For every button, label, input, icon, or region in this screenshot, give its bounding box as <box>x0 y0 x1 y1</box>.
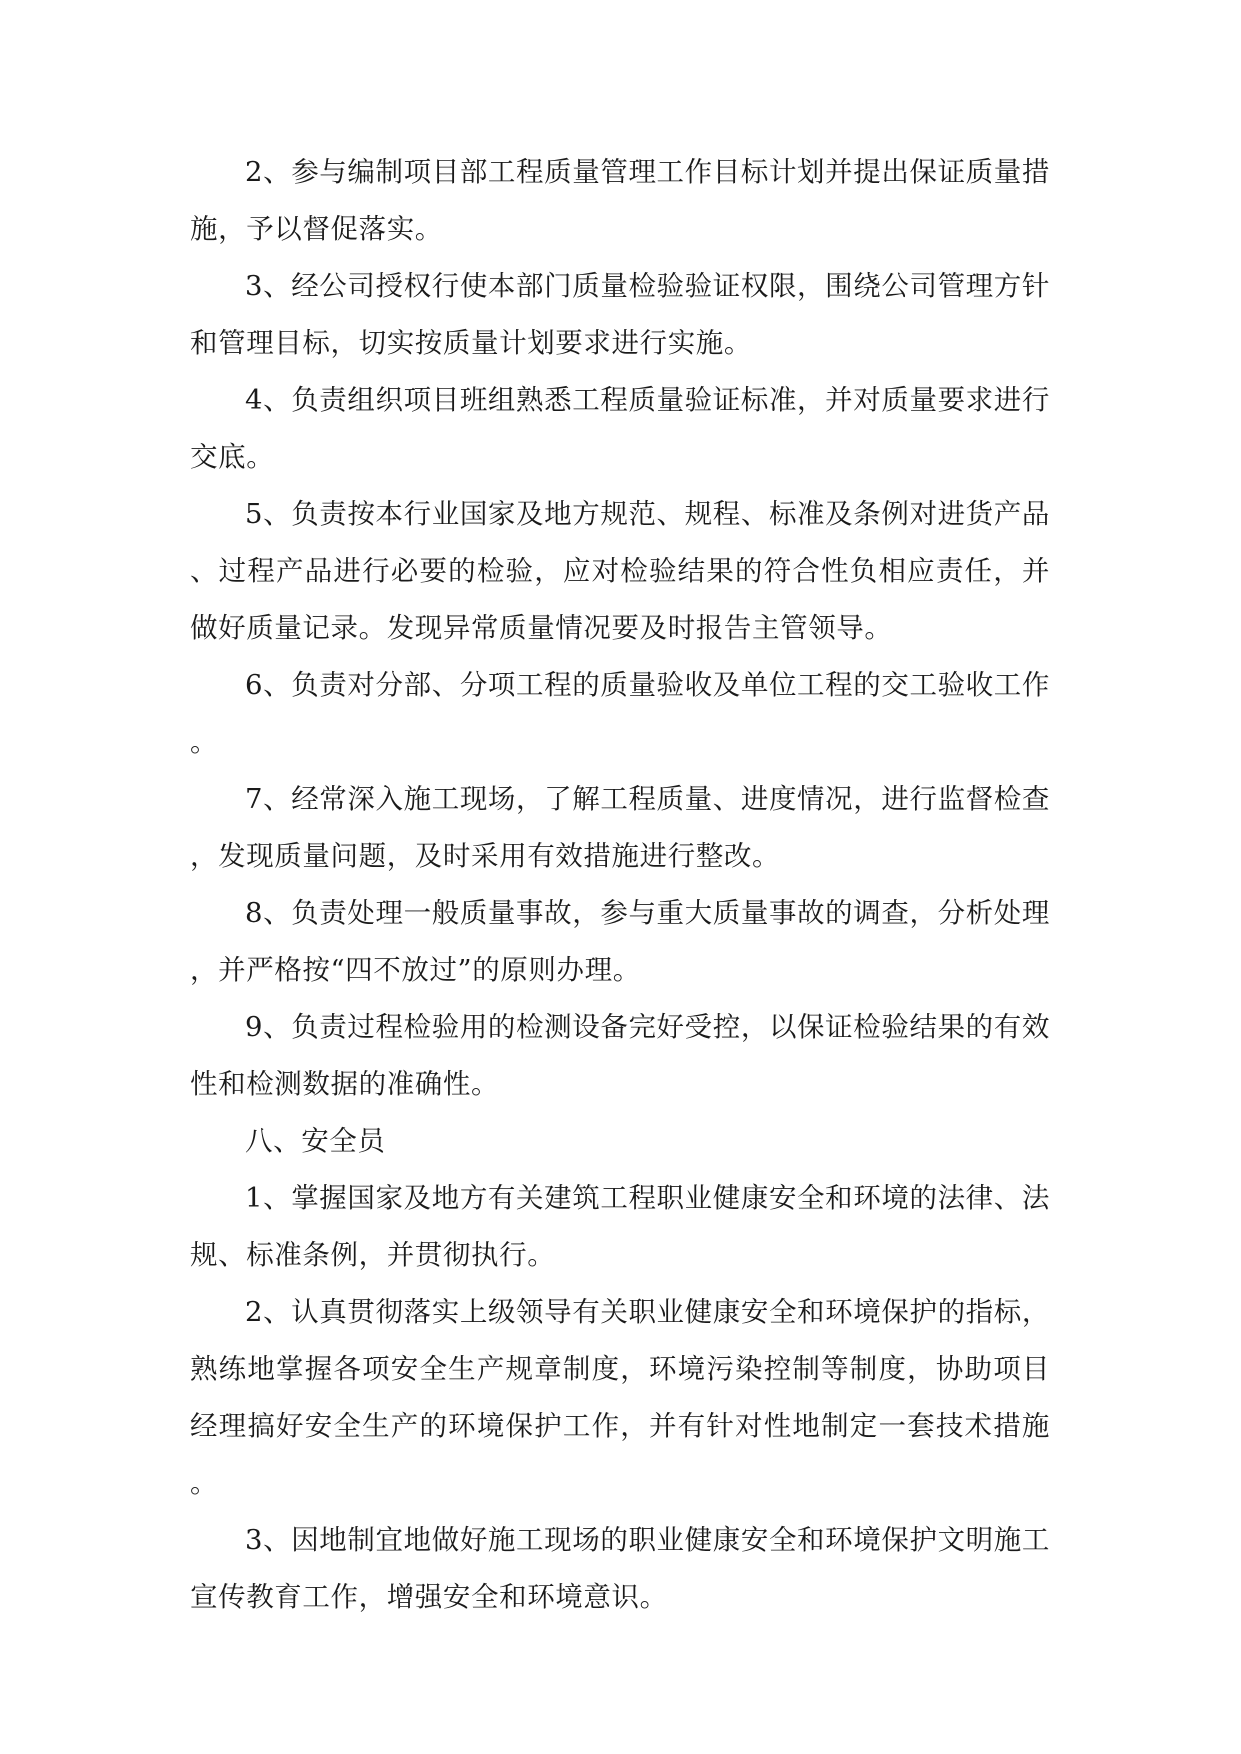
paragraph-item-7: 7、经常深入施工现场，了解工程质量、进度情况，进行监督检查，发现质量问题，及时采用有效措施进行整改。 <box>190 783 1050 872</box>
paragraph-item-6: 6、负责对分部、分项工程的质量验收及单位工程的交工验收工作。 <box>190 669 1050 758</box>
section-heading-safety-officer: 八、安全员 <box>245 1125 386 1157</box>
paragraph-item-8: 8、负责处理一般质量事故，参与重大质量事故的调查，分析处理，并严格按“四不放过”的原则办理。 <box>190 897 1050 986</box>
safety-item-2: 2、认真贯彻落实上级领导有关职业健康安全和环境保护的指标，熟练地掌握各项安全生产规章制度，环境污染控制等制度，协助项目经理搞好安全生产的环境保护工作，并有针对性地制定一套技术措施。 <box>190 1296 1050 1499</box>
paragraph-item-2: 2、参与编制项目部工程质量管理工作目标计划并提出保证质量措施，予以督促落实。 <box>190 156 1050 245</box>
safety-item-1: 1、掌握国家及地方有关建筑工程职业健康安全和环境的法律、法规、标准条例，并贯彻执行。 <box>190 1182 1050 1271</box>
document-body <box>190 144 1050 1626</box>
paragraph-item-9: 9、负责过程检验用的检测设备完好受控，以保证检验结果的有效性和检测数据的准确性。 <box>190 1011 1050 1100</box>
paragraph-item-4: 4、负责组织项目班组熟悉工程质量验证标准，并对质量要求进行交底。 <box>190 384 1050 473</box>
paragraph-item-3: 3、经公司授权行使本部门质量检验验证权限，围绕公司管理方针和管理目标，切实按质量计划要求进行实施。 <box>190 270 1050 359</box>
safety-item-3: 3、因地制宜地做好施工现场的职业健康安全和环境保护文明施工宣传教育工作，增强安全和环境意识。 <box>190 1524 1050 1613</box>
paragraph-item-5: 5、负责按本行业国家及地方规范、规程、标准及条例对进货产品、过程产品进行必要的检验，应对检验结果的符合性负相应责任，并做好质量记录。发现异常质量情况要及时报告主管领导。 <box>190 498 1050 644</box>
